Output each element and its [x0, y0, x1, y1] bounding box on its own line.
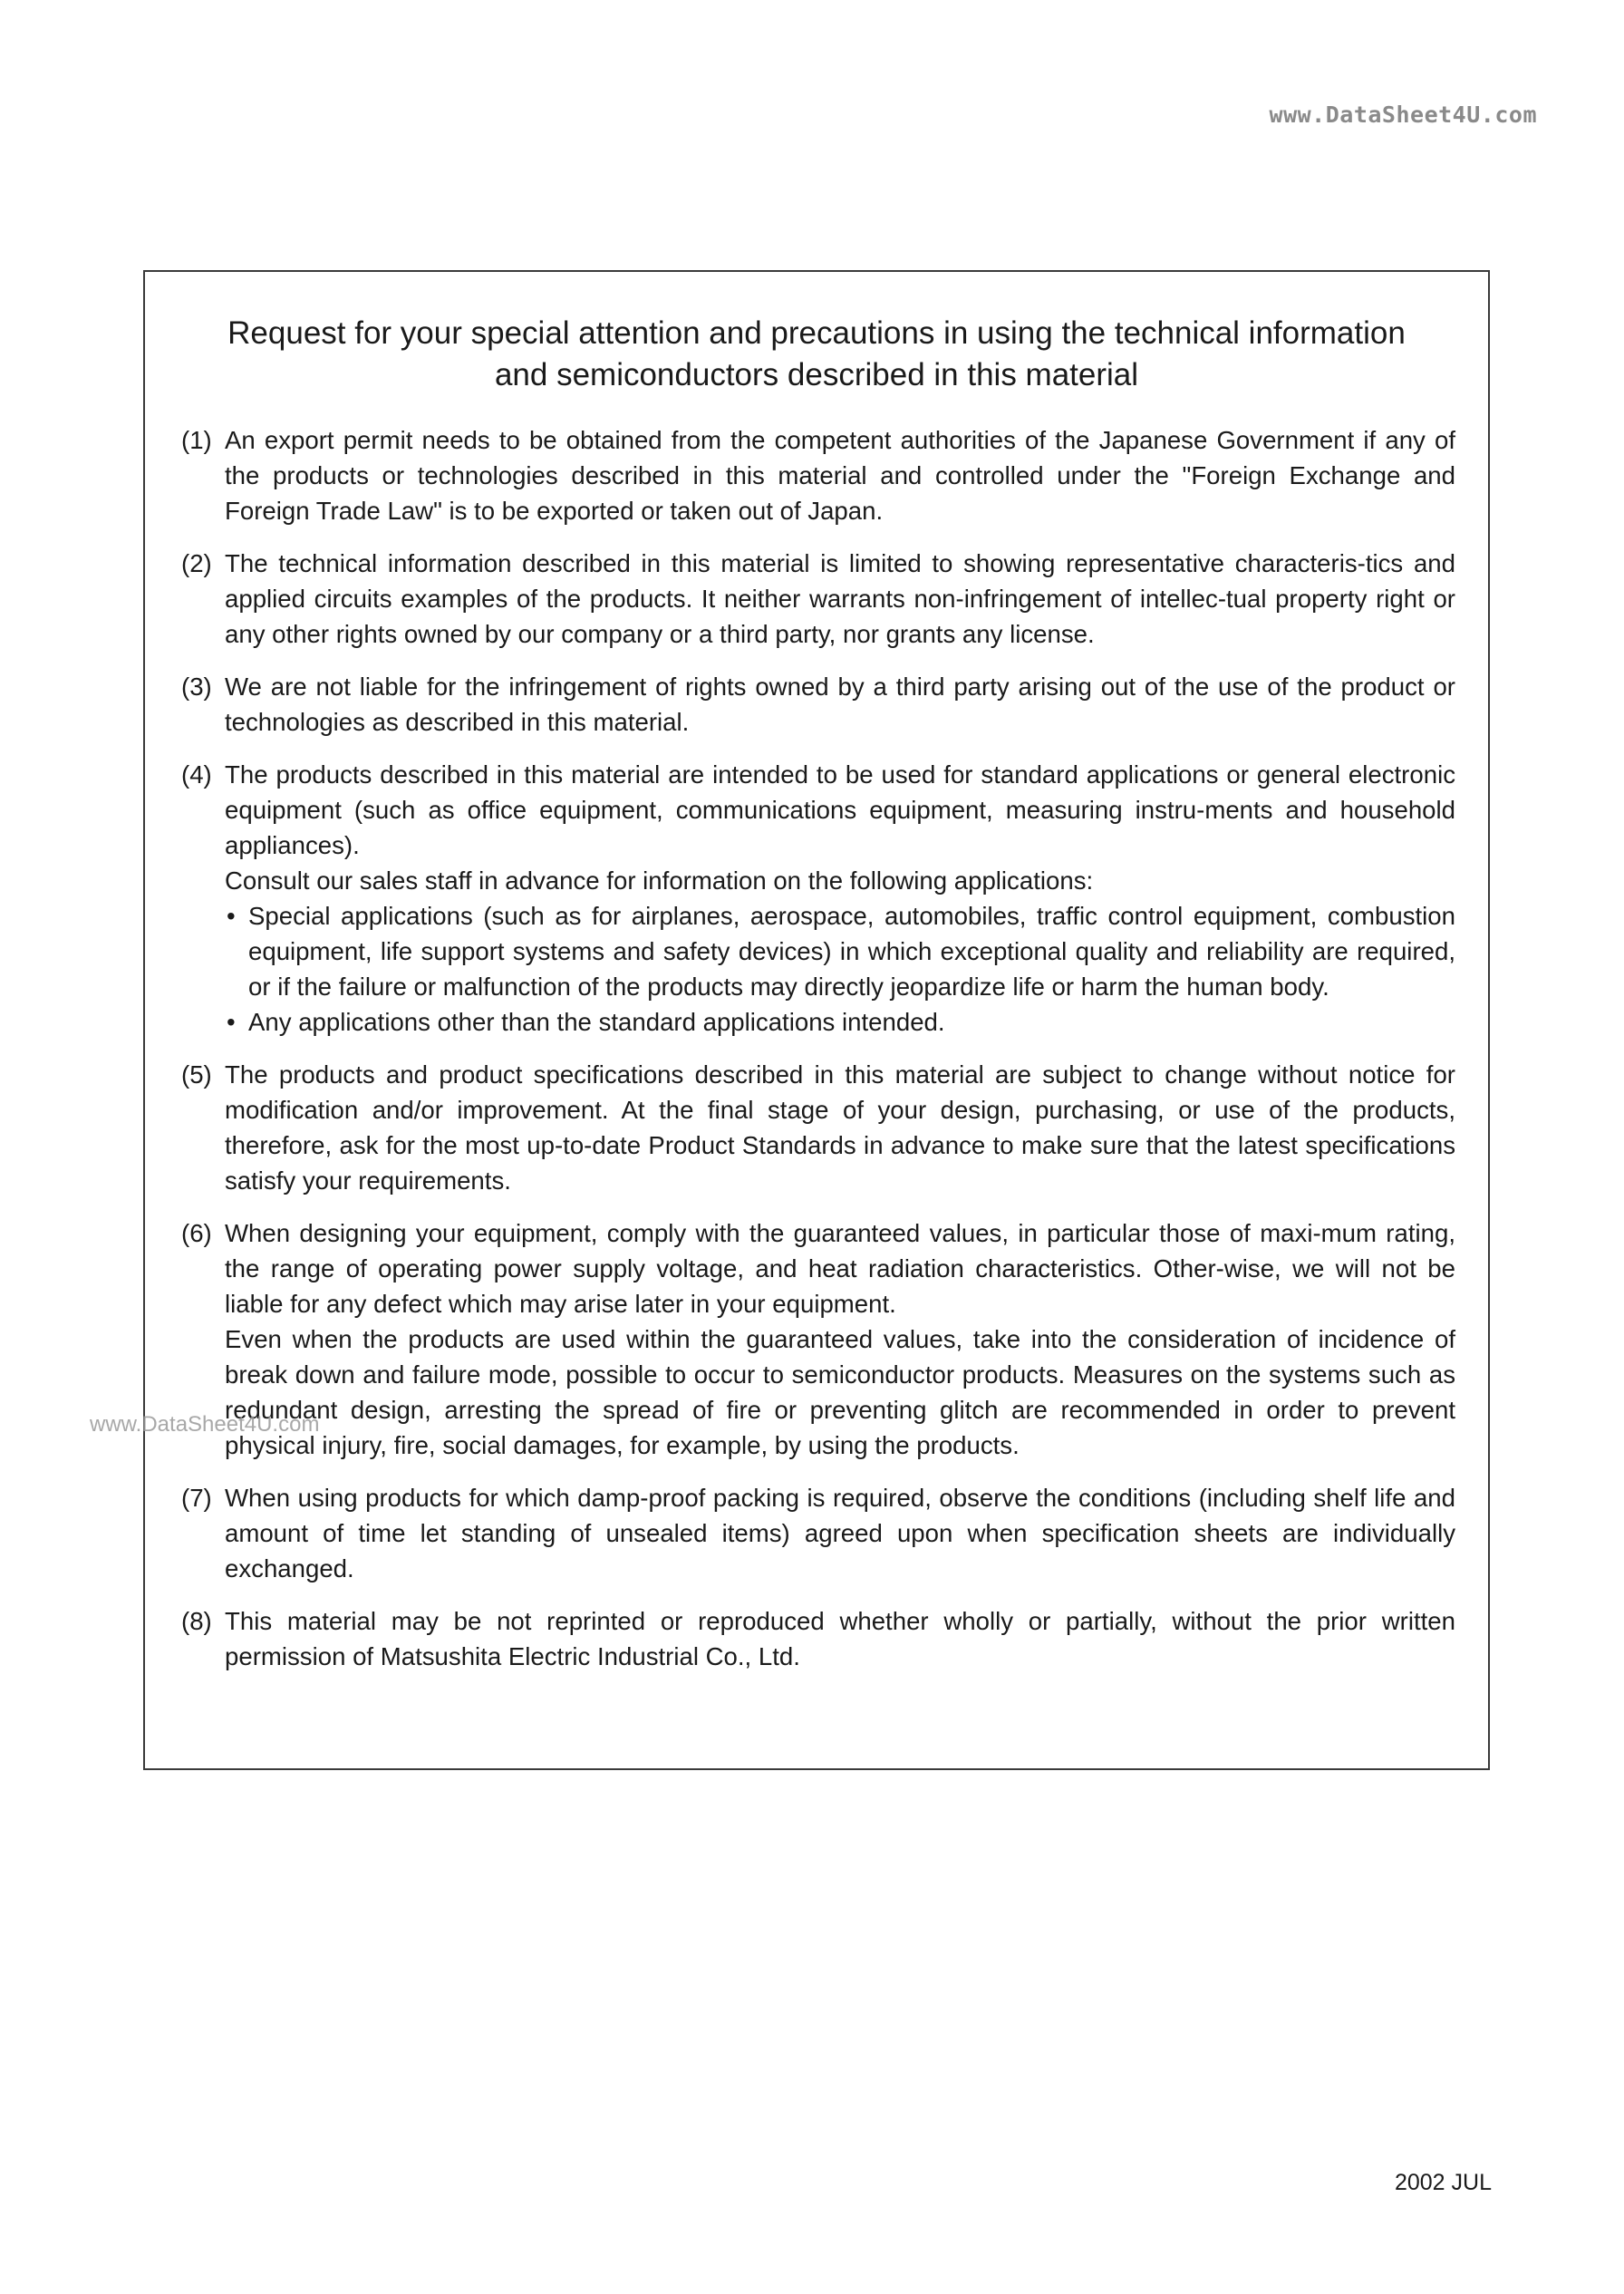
item-paragraph: When using products for which damp-proof packing is required, observe the conditions (including shelf life and amount of time let standing of unsealed items) agreed upon when specification sheets are individually exchanged. [225, 1484, 1455, 1583]
watermark-side: www.DataSheet4U.com [90, 1412, 320, 1437]
notice-item [181, 757, 1455, 1040]
item-paragraph: The products and product specifications described in this material are subject to change without notice for modification and/or improvement. At the final stage of your design, purchasing, or use of the products, therefore, ask for the most up-to-date Product Standards in advance to make sure that the latest specifications satisfy your requirements. [225, 1060, 1455, 1195]
item-paragraph: This material may be not reprinted or reproduced whether wholly or partially, without the prior written permission of Matsushita Electric Industrial Co., Ltd. [225, 1607, 1455, 1670]
item-paragraph: The technical information described in this material is limited to showing representative characteris-tics and applied circuits examples of the products. It neither warrants non-infringement of intellec-tual property right or any other rights owned by our company or a third party, nor grants any license. [225, 549, 1455, 648]
item-paragraph: The products described in this material are intended to be used for standard applications or general electronic equipment (such as office equipment, communications equipment, measuring instru-ments and household appliances). [225, 760, 1455, 859]
bullet-text: Special applications (such as for airplanes, aerospace, automobiles, traffic control equipment, combustion equipment, life support systems and safety devices) in which exceptional quality and reliability are required, or if the failure or malfunction of the products may directly jeopardize life or harm the human body. [248, 902, 1455, 1001]
bullet-item [225, 898, 1455, 1004]
notice-item [181, 1057, 1455, 1198]
item-number: (8) [181, 1607, 212, 1635]
item-paragraph: An export permit needs to be obtained from the competent authorities of the Japanese Government if any of the products or technologies described in this material and controlled under the "Foreign Exchange and Foreign Trade Law" is to be exported or taken out of Japan. [225, 426, 1455, 525]
bullet-dot-icon: • [227, 902, 236, 930]
notice-title-line-1: Request for your special attention and precautions in using the technical information [227, 315, 1406, 351]
item-number: (5) [181, 1060, 212, 1089]
item-paragraph: Consult our sales staff in advance for information on the following applications: [225, 866, 1094, 895]
item-number: (6) [181, 1219, 212, 1247]
notice-item [181, 1603, 1455, 1674]
item-number: (2) [181, 549, 212, 577]
notice-item [181, 669, 1455, 740]
item-number: (4) [181, 760, 212, 789]
notice-items-list [181, 422, 1455, 1691]
footer-date: 2002 JUL [1394, 2170, 1492, 2195]
notice-box [143, 270, 1490, 1770]
notice-item [181, 1480, 1455, 1586]
notice-item [181, 1215, 1455, 1463]
notice-item [181, 422, 1455, 528]
item-paragraph: When designing your equipment, comply with the guaranteed values, in particular those of maxi-mum rating, the range of operating power supply voltage, and heat radiation characteristics. Other-wise, we will not be liable for any defect which may arise later in your equipment. [225, 1219, 1455, 1318]
item-number: (7) [181, 1484, 212, 1512]
bullet-text: Any applications other than the standard applications intended. [248, 1008, 945, 1036]
item-number: (3) [181, 673, 212, 701]
notice-title-line-2: and semiconductors described in this material [494, 357, 1139, 392]
item-paragraph: Even when the products are used within the guaranteed values, take into the consideration of incidence of break down and failure mode, possible to occur to semiconductor products. Measures on the systems such as redundant design, arresting the spread of fire or preventing glitch are recommended in order to prevent physical injury, fire, social damages, for example, by using the products. [225, 1325, 1455, 1459]
item-number: (1) [181, 426, 212, 454]
bullet-dot-icon: • [227, 1008, 236, 1036]
notice-item [181, 546, 1455, 652]
notice-title [145, 313, 1488, 396]
bullet-item [225, 1004, 1455, 1040]
item-paragraph: We are not liable for the infringement of rights owned by a third party arising out of the use of the product or technologies as described in this material. [225, 673, 1455, 736]
watermark-top: www.DataSheet4U.com [1269, 102, 1537, 128]
